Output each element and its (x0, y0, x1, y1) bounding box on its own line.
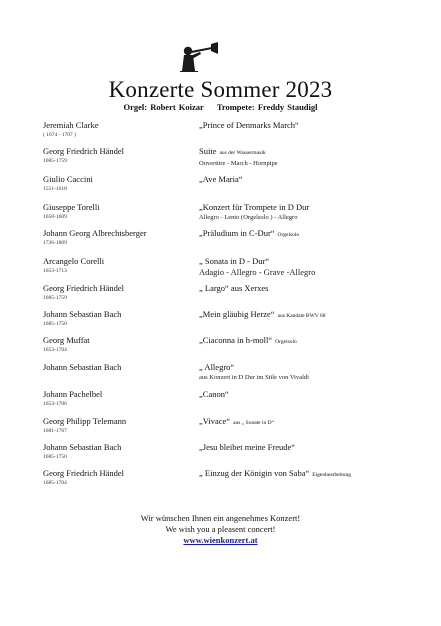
trumpet-player-icon (178, 42, 220, 72)
composer-dates: 1685-1704 (43, 480, 67, 486)
work-title: „ Einzug der Königin von Saba“ (199, 468, 310, 478)
work-title: „ Sonata in D - Dur“ (199, 256, 270, 266)
composer-cell (43, 120, 193, 139)
composer-cell (43, 309, 193, 328)
work-title-line (199, 389, 429, 400)
composer-cell (43, 416, 193, 435)
composer-dates: 1685-1750 (43, 321, 67, 327)
organist-label: Orgel: Robert Koizar (123, 102, 204, 112)
footer-line-english: We wish you a pleasent concert! (165, 524, 276, 534)
composer-name: Georg Muffat (43, 335, 90, 345)
work-title: „Jesu bleibet meine Freude“ (199, 442, 296, 452)
composer-cell (43, 202, 193, 221)
work-title-line (199, 146, 429, 159)
work-title: „Ave Maria“ (199, 174, 243, 184)
work-note: Orgelsolo (275, 339, 297, 345)
composer-dates: 1685-1750 (43, 454, 67, 460)
work-title-line (199, 442, 429, 453)
composer-name: Giulio Caccini (43, 174, 93, 184)
work-title: „Prince of Denmarks March“ (199, 120, 299, 130)
work-cell (199, 120, 429, 131)
composer-dates: ( 1674 - 1707 ) (43, 132, 76, 138)
performers-line (0, 102, 441, 112)
work-cell (199, 468, 429, 481)
trumpeter-label: Trompete: Freddy Staudigl (216, 102, 318, 112)
footer (0, 513, 441, 546)
composer-name: Johann Sebastian Bach (43, 309, 122, 319)
page-title: Konzerte Sommer 2023 (108, 77, 333, 102)
work-cell (199, 389, 429, 400)
work-note: aus „ Sonate in D“ (233, 420, 275, 426)
work-note: Eigenbearbeitung (312, 472, 352, 478)
composer-dates: 1685-1759 (43, 158, 67, 164)
composer-name: Johann Pachelbel (43, 389, 103, 399)
work-title: „Ciaconna in h-moll“ (199, 335, 273, 345)
work-title: „Vivace“ (199, 416, 231, 426)
composer-name: Georg Friedrich Händel (43, 468, 125, 478)
composer-cell (43, 256, 193, 275)
composer-name: Giuseppe Torelli (43, 202, 100, 212)
work-title: „Präludium in C-Dur“ (199, 228, 275, 238)
composer-name: Georg Friedrich Händel (43, 283, 125, 293)
composer-cell (43, 283, 193, 302)
composer-cell (43, 228, 193, 247)
composer-cell (43, 389, 193, 408)
composer-cell (43, 174, 193, 193)
work-cell (199, 416, 429, 429)
composer-cell (43, 362, 193, 373)
work-title-line (199, 174, 429, 185)
work-cell (199, 283, 429, 294)
work-title-line (199, 335, 429, 348)
composer-cell (43, 442, 193, 461)
composer-name: Arcangelo Corelli (43, 256, 105, 266)
work-title: Suite (199, 146, 217, 156)
composer-dates: 1681-1767 (43, 428, 67, 434)
work-note: aus der Wassermusik (219, 150, 266, 156)
work-cell (199, 362, 429, 382)
composer-cell (43, 146, 193, 165)
composer-name: Johann Sebastian Bach (43, 442, 122, 452)
work-title-line (199, 468, 429, 481)
work-note: Orgelsolo (277, 232, 300, 238)
work-title-line (199, 309, 429, 322)
website-link[interactable]: www.wienkonzert.at (183, 535, 258, 545)
composer-name: Jeremiah Clarke (43, 120, 99, 130)
composer-dates: 1658-1609 (43, 214, 67, 220)
work-cell (199, 256, 429, 278)
work-title-line (199, 202, 429, 213)
work-cell (199, 202, 429, 222)
work-cell (199, 174, 429, 185)
work-title-line (199, 283, 429, 294)
composer-cell (43, 468, 193, 487)
composer-name: Georg Friedrich Händel (43, 146, 125, 156)
work-title: „ Allegro“ (199, 362, 235, 372)
work-title-line (199, 416, 429, 429)
work-title-line (199, 120, 429, 131)
composer-dates: 1653-1704 (43, 347, 67, 353)
composer-name: Johann Sebastian Bach (43, 362, 122, 372)
composer-cell (43, 335, 193, 354)
composer-dates: 1551-1618 (43, 186, 67, 192)
work-title: „Canon“ (199, 389, 229, 399)
work-note: aus Kandate BWV 68 (277, 313, 326, 319)
composer-dates: 1653-1706 (43, 401, 67, 407)
work-cell (199, 309, 429, 322)
work-cell (199, 442, 429, 453)
composer-name: Georg Philipp Telemann (43, 416, 127, 426)
work-movements: Ouvertüre - March - Hornpipe (199, 160, 278, 167)
work-cell (199, 146, 429, 168)
work-title: „ Largo“ aus Xerxes (199, 283, 269, 293)
composer-name: Johann Georg Albrechtsberger (43, 228, 147, 238)
work-title: „Mein gläubig Herze“ (199, 309, 275, 319)
work-title-line (199, 362, 429, 373)
composer-dates: 1685-1759 (43, 295, 67, 301)
work-cell (199, 228, 429, 241)
work-movements: Adagio - Allegro - Grave -Allegro (199, 267, 316, 277)
work-title: „Konzert für Trompete in D Dur (199, 202, 310, 212)
work-title-line (199, 228, 429, 241)
work-cell (199, 335, 429, 348)
footer-line-german: Wir wünschen Ihnen ein angenehmes Konzert! (140, 513, 301, 523)
composer-dates: 1653-1713 (43, 268, 67, 274)
composer-dates: 1736-1809 (43, 240, 67, 246)
work-title-line (199, 256, 429, 267)
work-movements: aus Konzert in D Dur im Stile von Vivaldi (199, 374, 309, 381)
work-movements: Allegro - Lento (Orgelsolo ) - Allegro (199, 214, 298, 221)
